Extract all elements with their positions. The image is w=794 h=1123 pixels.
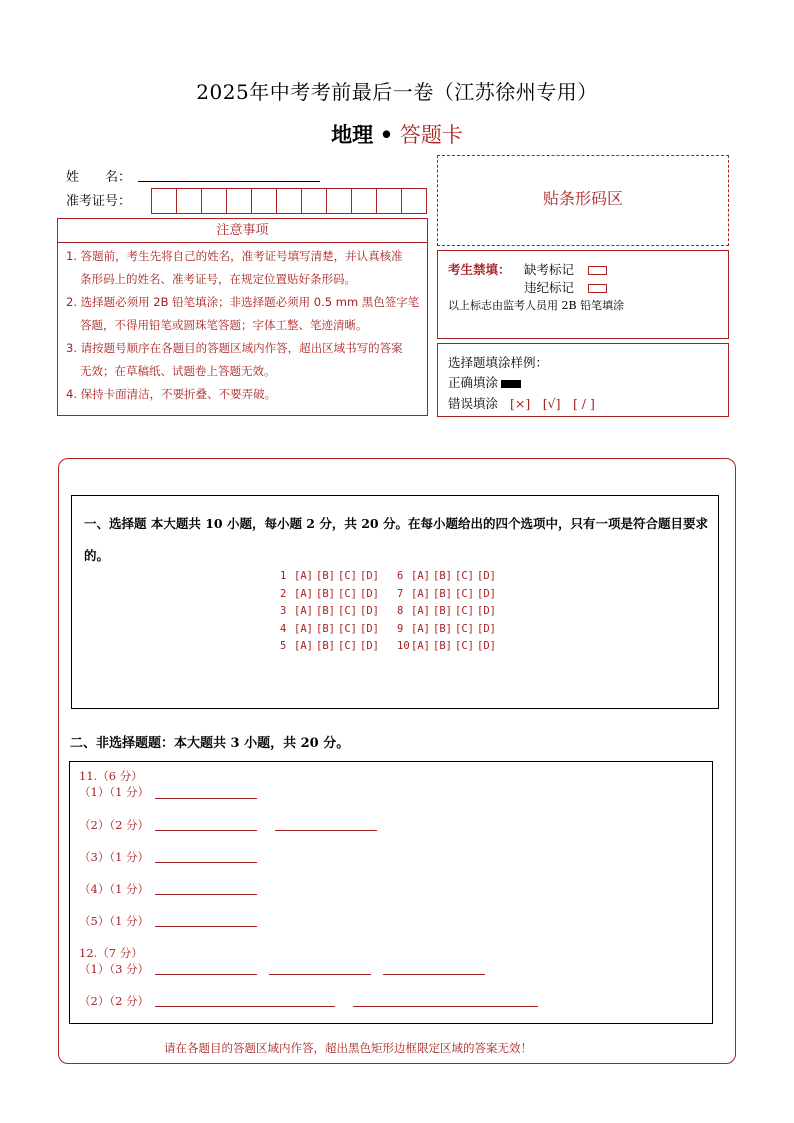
choice-option-bubble[interactable]: [B] [433, 570, 452, 582]
answer-blank[interactable] [155, 926, 257, 927]
choice-option-bubble[interactable]: [A] [411, 622, 430, 635]
answer-blank[interactable] [155, 894, 257, 895]
choice-option-bubble[interactable]: [D] [360, 570, 379, 582]
correct-fill-label: 正确填涂 [448, 375, 499, 390]
choice-option-bubble[interactable]: [C] [338, 605, 357, 617]
absent-label: 缺考标记 [524, 262, 575, 277]
choice-option-bubble[interactable]: [C] [338, 570, 357, 582]
notice-item-2 [66, 291, 426, 337]
id-digit-box[interactable] [376, 188, 402, 214]
answer-blank[interactable] [155, 830, 257, 831]
correct-fill [448, 373, 521, 391]
choice-option-bubble[interactable]: [A] [411, 587, 430, 600]
choice-option-bubble[interactable]: [D] [360, 622, 379, 635]
choice-option-bubble[interactable]: [B] [316, 605, 335, 617]
choice-option-bubble[interactable]: [D] [477, 622, 496, 635]
choice-option-bubble[interactable]: [B] [316, 622, 335, 635]
choice-option-bubble[interactable]: [B] [433, 640, 452, 652]
id-digit-box[interactable] [251, 188, 277, 214]
question-number: 6 [397, 570, 404, 582]
choice-option-bubble[interactable]: [B] [433, 622, 452, 635]
q11-part-2: （2）（2 分） [79, 818, 150, 832]
wrong-fill-label: 错误填涂 [448, 396, 499, 411]
separator-dot: • [379, 122, 394, 147]
q12-title: 12.（7 分） [79, 946, 143, 960]
choice-option-bubble[interactable]: [C] [455, 570, 474, 582]
violation-mark[interactable] [524, 278, 607, 296]
notice-item-line: 1. 答题前，考生先将自己的姓名，准考证号填写清楚，并认真核准 [66, 249, 403, 263]
wrong-fill-marks: [×] [√] [ / ] [510, 396, 595, 411]
choice-option-bubble[interactable]: [C] [455, 605, 474, 617]
answer-blank[interactable] [269, 974, 371, 975]
choice-option-bubble[interactable]: [A] [294, 622, 313, 635]
page-title: 2025年中考考前最后一卷（江苏徐州专用） [196, 80, 598, 104]
footer-warning: 请在各题目的答题区域内作答，超出黑色矩形边框限定区域的答案无效！ [164, 1041, 532, 1055]
id-digit-box[interactable] [176, 188, 202, 214]
notice-item-line: 条形码上的姓名、准考证号，在规定位置贴好条形码。 [80, 272, 356, 286]
choice-option-bubble[interactable]: [A] [411, 605, 430, 617]
id-digit-box[interactable] [226, 188, 252, 214]
answer-blank[interactable] [275, 830, 377, 831]
question-number: 1 [280, 570, 287, 582]
id-digit-box[interactable] [276, 188, 302, 214]
ban-box [437, 250, 729, 339]
id-number-boxes[interactable] [151, 188, 426, 214]
wrong-fill [448, 394, 595, 412]
q12-part-2: （2）（2 分） [79, 994, 150, 1008]
ban-note: 以上标志由监考人员用 2B 铅笔填涂 [448, 299, 625, 312]
choice-row [280, 638, 499, 656]
notice-item-line: 答题，不得用铅笔或圆珠笔答题；字体工整、笔迹清晰。 [80, 318, 368, 332]
answer-blank[interactable] [155, 798, 257, 799]
section2-heading: 二、非选择题题：本大题共 3 小题，共 20 分。 [70, 736, 350, 751]
answer-blank[interactable] [383, 974, 485, 975]
answer-blank[interactable] [155, 1006, 335, 1007]
violation-label: 违纪标记 [524, 280, 575, 295]
choice-option-bubble[interactable]: [A] [294, 587, 313, 600]
choice-option-bubble[interactable]: [D] [360, 640, 379, 652]
notice-item-4 [66, 383, 426, 406]
barcode-area[interactable]: 贴条形码区 [437, 155, 729, 246]
choice-row [280, 586, 499, 604]
choice-option-bubble[interactable]: [D] [360, 605, 379, 617]
choice-option-bubble[interactable]: [C] [338, 640, 357, 652]
question-number: 10 [397, 640, 410, 652]
choice-row [280, 621, 499, 639]
choice-option-bubble[interactable]: [B] [316, 570, 335, 582]
q11-title: 11.（6 分） [79, 769, 143, 783]
choice-option-bubble[interactable]: [D] [477, 587, 496, 600]
choice-option-bubble[interactable]: [B] [316, 587, 335, 600]
choice-option-bubble[interactable]: [D] [477, 640, 496, 652]
q11-part-3: （3）（1 分） [79, 850, 150, 864]
id-label: 准考证号： [66, 194, 132, 209]
notice-item-1 [66, 245, 426, 291]
notice-heading: 注意事项 [57, 218, 428, 243]
notice-item-line: 3. 请按题号顺序在各题目的答题区域内作答，超出区域书写的答案 [66, 341, 403, 355]
choice-option-bubble[interactable]: [C] [455, 640, 474, 652]
fill-sample-box [437, 343, 729, 417]
choice-option-bubble[interactable]: [B] [433, 587, 452, 600]
question-number: 7 [397, 587, 404, 600]
question-number: 9 [397, 622, 404, 635]
choice-option-bubble[interactable]: [C] [338, 587, 357, 600]
id-digit-box[interactable] [401, 188, 427, 214]
q11-part-5: （5）（1 分） [79, 914, 150, 928]
card-subtitle [0, 119, 794, 149]
violation-box[interactable] [588, 284, 607, 293]
choice-option-bubble[interactable]: [A] [294, 570, 313, 582]
id-digit-box[interactable] [201, 188, 227, 214]
q11-part-1: （1）（1 分） [79, 785, 150, 799]
answer-blank[interactable] [155, 862, 257, 863]
choice-option-bubble[interactable]: [C] [338, 622, 357, 635]
question-number: 3 [280, 605, 287, 617]
choice-option-bubble[interactable]: [B] [316, 640, 335, 652]
id-digit-box[interactable] [301, 188, 327, 214]
question-number: 4 [280, 622, 287, 635]
choice-option-bubble[interactable]: [A] [411, 570, 430, 582]
choice-option-bubble[interactable]: [B] [433, 605, 452, 617]
filled-mark-icon [501, 380, 521, 388]
choice-option-bubble[interactable]: [A] [411, 640, 430, 652]
choice-option-bubble[interactable]: [A] [294, 605, 313, 617]
id-digit-box[interactable] [351, 188, 377, 214]
id-digit-box[interactable] [151, 188, 177, 214]
short-answer-box [69, 761, 713, 1024]
choice-option-bubble[interactable]: [D] [477, 570, 496, 582]
question-number: 8 [397, 605, 404, 617]
name-label: 姓 名： [66, 170, 132, 185]
q12-part-1: （1）（3 分） [79, 962, 150, 976]
choice-option-bubble[interactable]: [A] [294, 640, 313, 652]
answer-blank[interactable] [155, 974, 257, 975]
notice-item-line: 无效；在草稿纸、试题卷上答题无效。 [80, 364, 276, 378]
choice-row [280, 603, 499, 621]
choice-option-bubble[interactable]: [C] [455, 622, 474, 635]
question-number: 5 [280, 640, 287, 652]
subject-label: 地理 [331, 122, 374, 147]
ban-label: 考生禁填： [448, 262, 511, 277]
choice-option-bubble[interactable]: [C] [455, 587, 474, 600]
choice-option-bubble[interactable]: [D] [477, 605, 496, 617]
question-number: 2 [280, 587, 287, 600]
notice-item-line: 2. 选择题必须用 2B 铅笔填涂；非选择题必须用 0.5 mm 黑色签字笔 [66, 295, 420, 309]
choice-grid [280, 568, 499, 656]
answer-blank[interactable] [353, 1006, 538, 1007]
multiple-choice-box [71, 495, 719, 709]
q11-part-4: （4）（1 分） [79, 882, 150, 896]
card-name: 答题卡 [399, 123, 463, 147]
choice-option-bubble[interactable]: [D] [360, 587, 379, 600]
notice-item-line: 4. 保持卡面清洁，不要折叠、不要弄破。 [66, 387, 277, 401]
section1-heading: 一、选择题 本大题共 10 小题，每小题 2 分，共 20 分。在每小题给出的四个选项中，只有一项是符合题目要求的。 [84, 516, 708, 563]
notice-item-3 [66, 337, 426, 383]
notice-box [57, 241, 428, 416]
absent-mark[interactable] [524, 260, 607, 278]
absent-box[interactable] [588, 266, 607, 275]
id-digit-box[interactable] [326, 188, 352, 214]
name-field[interactable] [138, 181, 320, 182]
choice-row [280, 568, 499, 586]
fill-sample-title: 选择题填涂样例： [448, 355, 549, 370]
